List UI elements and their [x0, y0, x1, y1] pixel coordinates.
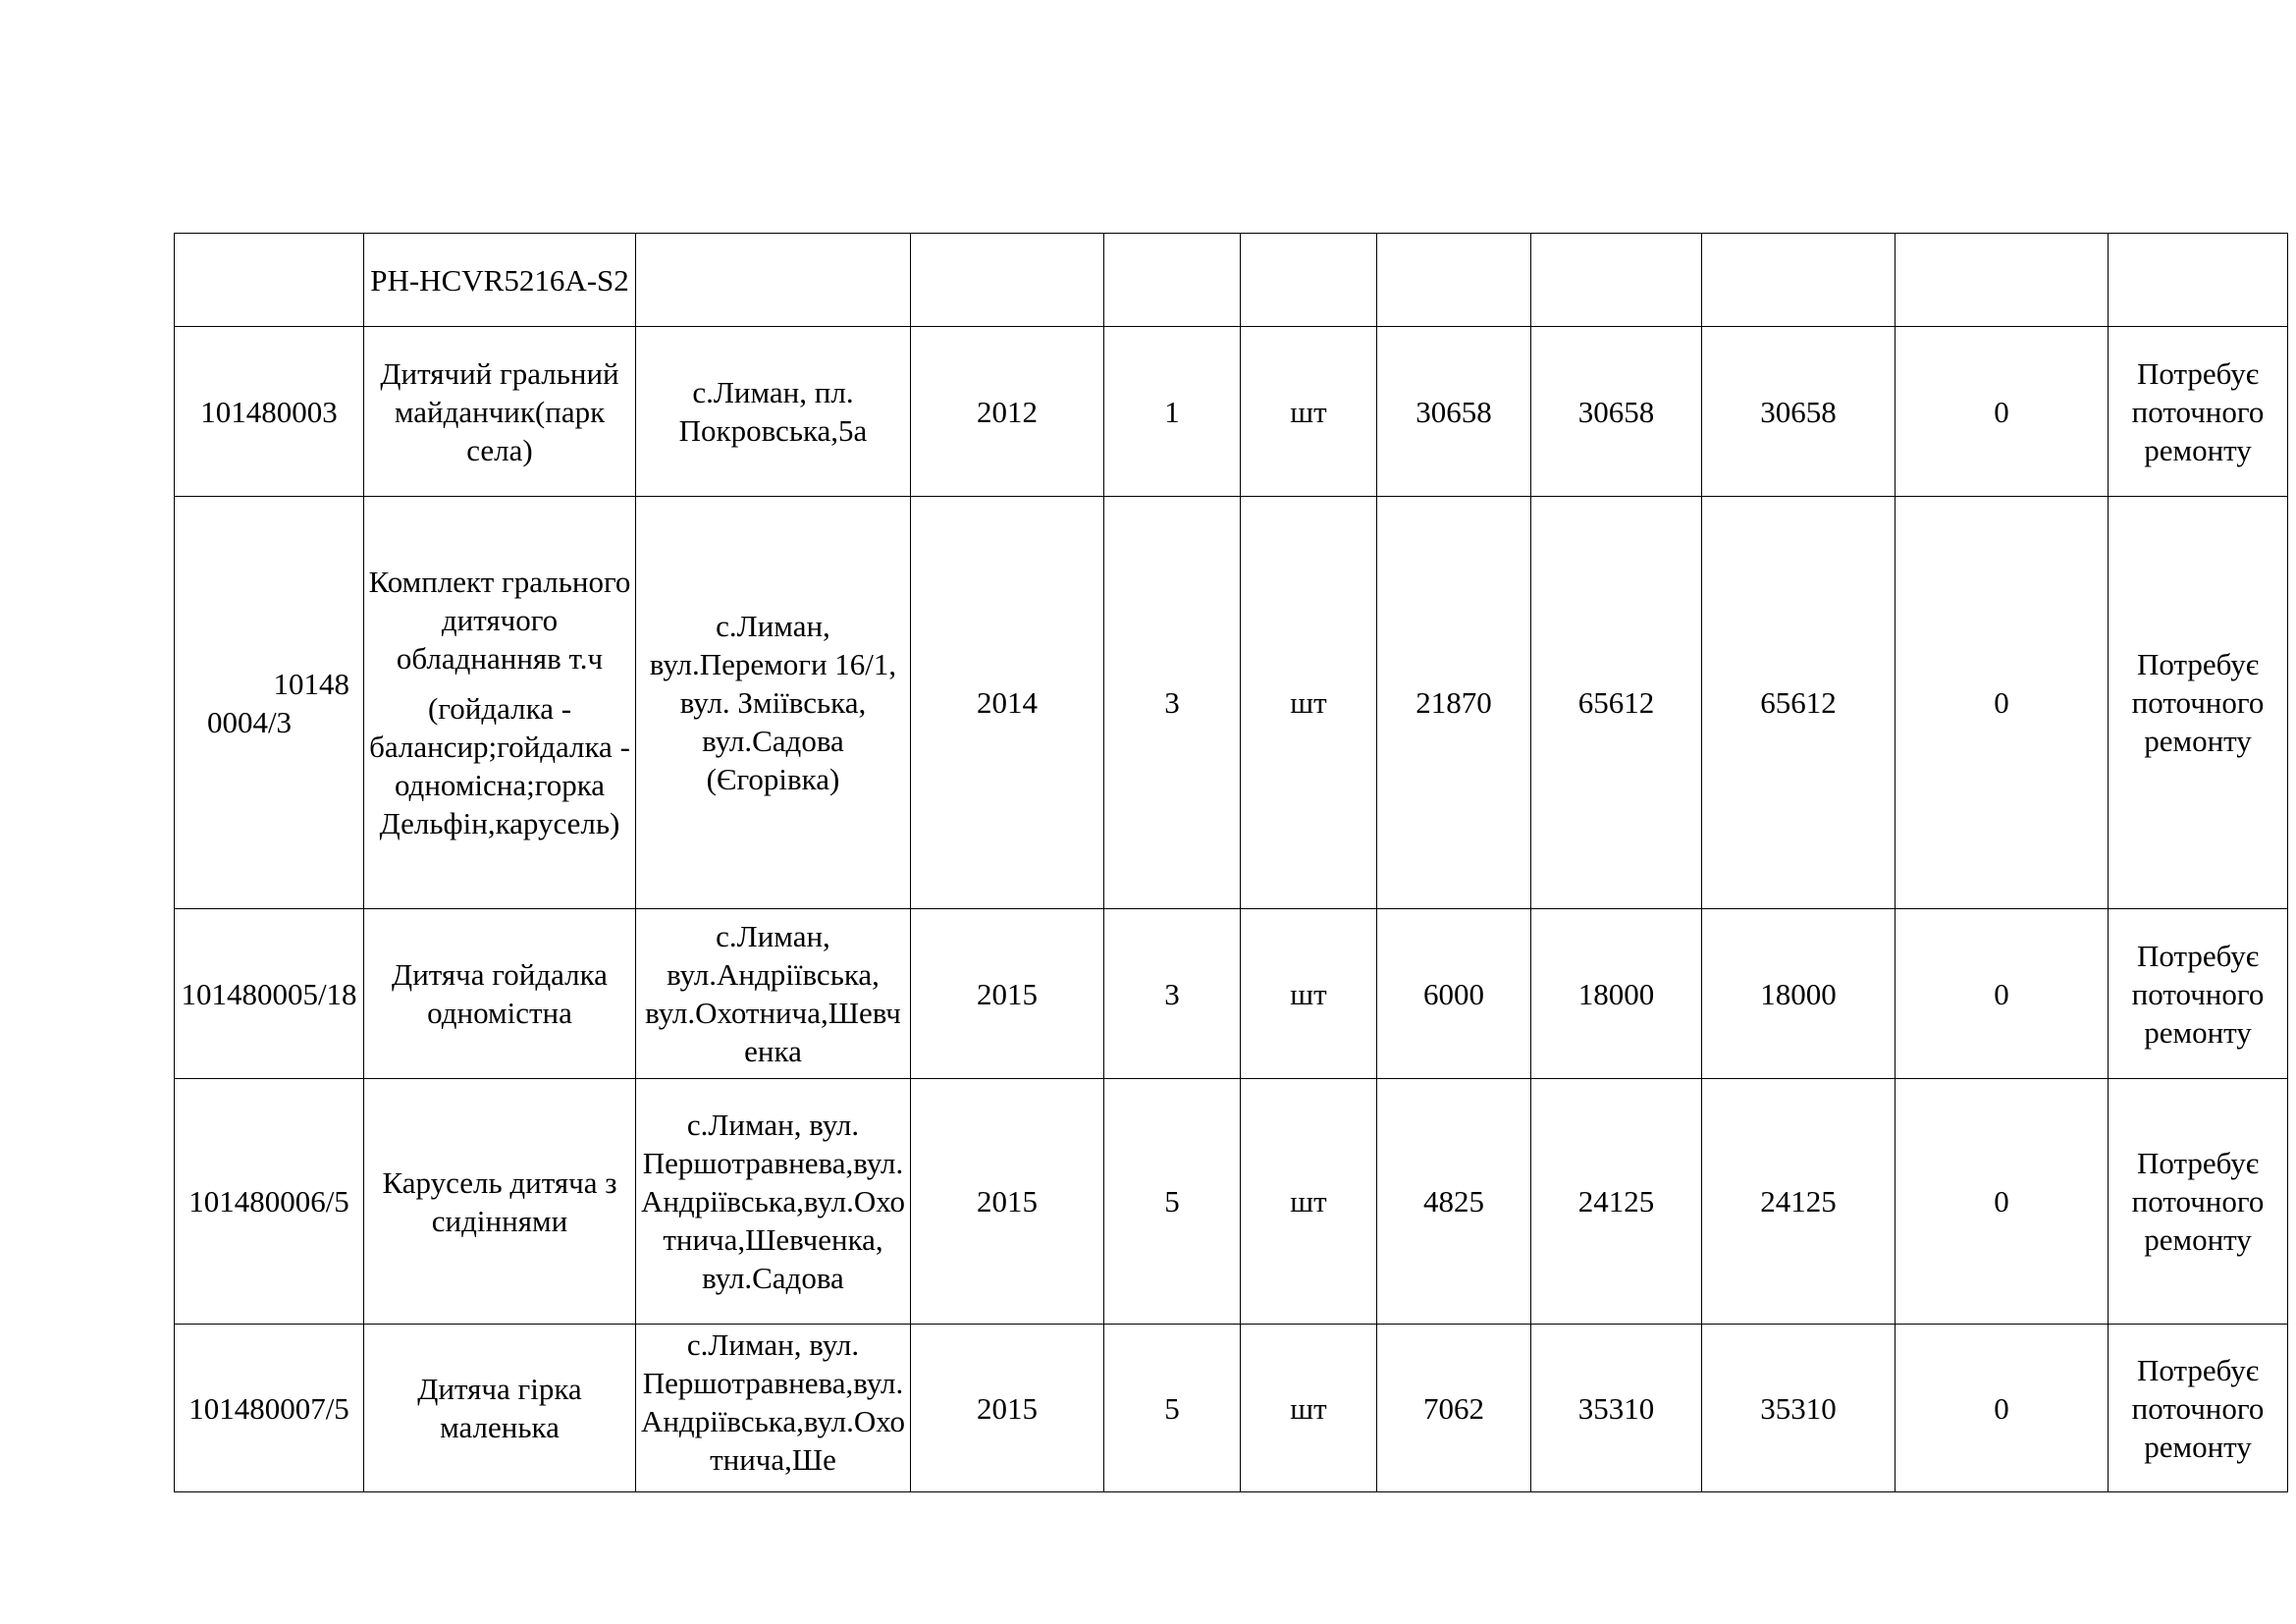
price-cell: 6000	[1377, 909, 1531, 1079]
unit-cell	[1241, 234, 1377, 327]
address-cell	[636, 234, 911, 327]
address-cell	[636, 1325, 911, 1492]
year-cell: 2015	[911, 1325, 1104, 1492]
name-cell: Карусель дитяча з сидіннями	[364, 1079, 636, 1325]
table-row	[175, 1079, 2288, 1325]
qty-cell: 3	[1104, 909, 1241, 1079]
address-cell: с.Лиман, вул. Першотравнева,вул.Андріївська,вул.Охотнича,Шевченка, вул.Садова	[636, 1079, 911, 1325]
qty-cell: 5	[1104, 1079, 1241, 1325]
address-cell: с.Лиман, пл. Покровська,5а	[636, 327, 911, 497]
qty-cell: 1	[1104, 327, 1241, 497]
name-text: Комплект грального дитячого обладнанняв т.ч	[368, 565, 631, 676]
balance-cell	[1702, 234, 1896, 327]
inv-no-part-a: 10148	[273, 666, 349, 701]
price-cell: 4825	[1377, 1079, 1531, 1325]
state-cell: Потребує поточного ремонту	[2109, 327, 2288, 497]
balance-cell: 65612	[1702, 497, 1896, 909]
balance-cell: 18000	[1702, 909, 1896, 1079]
inv-no-cell: 101480003	[175, 327, 364, 497]
unit-cell: шт	[1241, 327, 1377, 497]
year-cell: 2014	[911, 497, 1104, 909]
address-cell: с.Лиман, вул.Перемоги 16/1, вул. Зміївська, вул.Садова (Єгорівка)	[636, 497, 911, 909]
wear-cell: 0	[1896, 327, 2109, 497]
inv-no-cell: 101480005/18	[175, 909, 364, 1079]
state-cell: Потребує поточного ремонту	[2109, 1325, 2288, 1492]
price-cell: 7062	[1377, 1325, 1531, 1492]
inv-no-part-b: 0004/3	[206, 704, 293, 739]
name-extra-text: (гойдалка - балансир;гойдалка - одномісна;горка Дельфін,карусель)	[369, 691, 630, 840]
cost-cell: 30658	[1531, 327, 1702, 497]
state-cell: Потребує поточного ремонту	[2109, 1079, 2288, 1325]
price-cell	[1377, 234, 1531, 327]
cost-cell: 24125	[1531, 1079, 1702, 1325]
wear-cell: 0	[1896, 1079, 2109, 1325]
qty-cell: 3	[1104, 497, 1241, 909]
name-cell: Дитячий гральний майданчик(парк села)	[364, 327, 636, 497]
price-cell: 21870	[1377, 497, 1531, 909]
inv-no-cell: 101480007/5	[175, 1325, 364, 1492]
balance-cell: 30658	[1702, 327, 1896, 497]
name-cell: Дитяча гойдалка одномістна	[364, 909, 636, 1079]
wear-cell: 0	[1896, 497, 2109, 909]
address-text: с.Лиман, вул. Першотравнева,вул.Андріївська,вул.Охотнича,Ше	[640, 1327, 906, 1477]
inv-no-cell	[175, 234, 364, 327]
unit-cell: шт	[1241, 497, 1377, 909]
name-cell: Дитяча гірка маленька	[364, 1325, 636, 1492]
year-cell	[911, 234, 1104, 327]
cost-cell	[1531, 234, 1702, 327]
wear-cell: 0	[1896, 909, 2109, 1079]
qty-cell	[1104, 234, 1241, 327]
cost-cell: 35310	[1531, 1325, 1702, 1492]
unit-cell: шт	[1241, 1079, 1377, 1325]
balance-cell: 24125	[1702, 1079, 1896, 1325]
state-cell	[2109, 234, 2288, 327]
wear-cell: 0	[1896, 1325, 2109, 1492]
name-cell	[364, 234, 636, 327]
table-row	[175, 327, 2288, 497]
cost-cell: 18000	[1531, 909, 1702, 1079]
name-cell	[364, 497, 636, 909]
table-row	[175, 909, 2288, 1079]
year-cell: 2015	[911, 1079, 1104, 1325]
year-cell: 2012	[911, 327, 1104, 497]
table-row	[175, 234, 2288, 327]
balance-cell: 35310	[1702, 1325, 1896, 1492]
inventory-table	[174, 233, 2288, 1492]
inv-no-cell: 101480006/5	[175, 1079, 364, 1325]
table-row	[175, 497, 2288, 909]
address-cell: с.Лиман, вул.Андріївська, вул.Охотнича,Шевченка	[636, 909, 911, 1079]
state-cell: Потребує поточного ремонту	[2109, 497, 2288, 909]
cost-cell: 65612	[1531, 497, 1702, 909]
qty-cell: 5	[1104, 1325, 1241, 1492]
inv-no-cell	[175, 497, 364, 909]
table-row	[175, 1325, 2288, 1492]
wear-cell	[1896, 234, 2109, 327]
price-cell: 30658	[1377, 327, 1531, 497]
year-cell: 2015	[911, 909, 1104, 1079]
unit-cell: шт	[1241, 909, 1377, 1079]
unit-cell: шт	[1241, 1325, 1377, 1492]
state-cell: Потребує поточного ремонту	[2109, 909, 2288, 1079]
model-text: РН-HCVR5216A-S2	[370, 262, 629, 298]
